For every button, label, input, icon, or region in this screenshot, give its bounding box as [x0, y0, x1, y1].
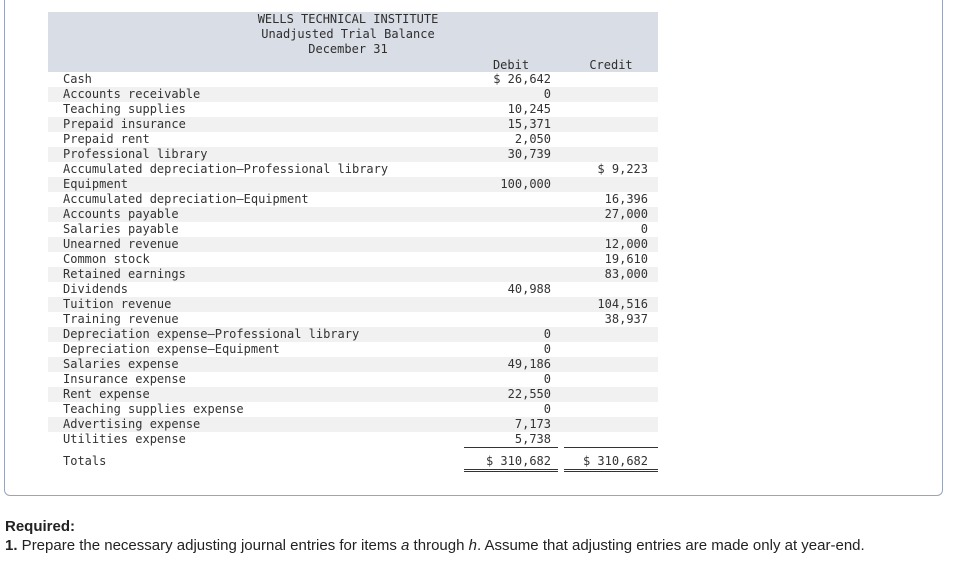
debit-double-rule-2 — [464, 471, 558, 472]
debit-double-rule-1 — [464, 469, 558, 470]
table-row — [48, 117, 658, 132]
debit-amount: 0 — [543, 342, 551, 356]
debit-amount: 5,738 — [514, 432, 551, 446]
table-row — [48, 252, 658, 267]
credit-amount: 16,396 — [604, 192, 648, 206]
account-name: Professional library — [63, 147, 208, 161]
account-name: Dividends — [63, 282, 129, 296]
account-name: Salaries payable — [63, 222, 179, 236]
table-row — [48, 402, 658, 417]
total-credit: $ 310,682 — [582, 454, 648, 468]
table-row — [48, 312, 658, 327]
table-row — [48, 162, 658, 177]
account-name: Teaching supplies — [63, 102, 186, 116]
totals-row — [48, 453, 658, 469]
account-name: Insurance expense — [63, 372, 186, 386]
total-debit: $ 310,682 — [485, 454, 551, 468]
account-name: Prepaid insurance — [63, 117, 186, 131]
company-name: WELLS TECHNICAL INSTITUTE — [257, 12, 439, 26]
required-label: Required: — [5, 518, 76, 535]
account-name: Accumulated depreciation—Equipment — [63, 192, 309, 206]
table-row — [48, 207, 658, 222]
credit-double-rule-1 — [564, 469, 658, 470]
instruction-part-2: through — [409, 537, 469, 554]
item-start: a — [401, 537, 410, 554]
debit-amount: 49,186 — [507, 357, 551, 371]
table-row — [48, 177, 658, 192]
debit-amount: 0 — [543, 327, 551, 341]
table-row — [48, 387, 658, 402]
account-name: Salaries expense — [63, 357, 179, 371]
account-name: Depreciation expense—Equipment — [63, 342, 280, 356]
instruction-part-1: Prepare the necessary adjusting journal entries for items — [17, 537, 402, 554]
debit-amount: 0 — [543, 402, 551, 416]
account-name: Teaching supplies expense — [63, 402, 244, 416]
account-name: Retained earnings — [63, 267, 186, 281]
credit-amount: 104,516 — [597, 297, 648, 311]
totals-label: Totals — [63, 454, 107, 468]
requirement-number: 1. — [5, 537, 18, 554]
credit-column-header: Credit — [589, 58, 633, 72]
account-name: Tuition revenue — [63, 297, 172, 311]
account-name: Equipment — [63, 177, 129, 191]
credit-amount: 83,000 — [604, 267, 648, 281]
credit-subtotal-rule — [564, 447, 658, 448]
required-instruction — [5, 537, 865, 554]
credit-amount: 0 — [640, 222, 648, 236]
credit-amount: 27,000 — [604, 207, 648, 221]
account-rows — [48, 72, 658, 447]
account-name: Common stock — [63, 252, 150, 266]
debit-amount: 10,245 — [507, 102, 551, 116]
item-end: h — [468, 537, 477, 554]
account-name: Cash — [63, 72, 92, 86]
statement-title: Unadjusted Trial Balance — [261, 27, 435, 41]
debit-amount: 30,739 — [507, 147, 551, 161]
credit-amount: $ 9,223 — [597, 162, 648, 176]
table-row — [48, 237, 658, 252]
table-row — [48, 372, 658, 387]
table-row — [48, 282, 658, 297]
account-name: Advertising expense — [63, 417, 201, 431]
table-row — [48, 357, 658, 372]
table-row — [48, 342, 658, 357]
table-row — [48, 297, 658, 312]
debit-amount: 100,000 — [500, 177, 551, 191]
table-row — [48, 222, 658, 237]
table-row — [48, 72, 658, 87]
account-name: Training revenue — [63, 312, 179, 326]
table-row — [48, 327, 658, 342]
debit-subtotal-rule — [464, 447, 558, 448]
debit-amount: 2,050 — [514, 132, 551, 146]
debit-amount: 22,550 — [507, 387, 551, 401]
debit-amount: 0 — [543, 87, 551, 101]
credit-amount: 19,610 — [604, 252, 648, 266]
instruction-part-3: . Assume that adjusting entries are made only at year-end. — [476, 537, 865, 554]
table-row — [48, 132, 658, 147]
table-row — [48, 147, 658, 162]
statement-date: December 31 — [308, 42, 388, 56]
account-name: Accounts payable — [63, 207, 179, 221]
debit-amount: 40,988 — [507, 282, 551, 296]
table-row — [48, 417, 658, 432]
table-row — [48, 192, 658, 207]
credit-amount: 38,937 — [604, 312, 648, 326]
account-name: Depreciation expense—Professional library — [63, 327, 360, 341]
debit-amount: $ 26,642 — [493, 72, 551, 86]
debit-column-header: Debit — [492, 58, 530, 72]
account-name: Unearned revenue — [63, 237, 179, 251]
account-name: Rent expense — [63, 387, 150, 401]
debit-amount: 7,173 — [514, 417, 551, 431]
credit-amount: 12,000 — [604, 237, 648, 251]
table-row — [48, 267, 658, 282]
credit-double-rule-2 — [564, 471, 658, 472]
table-row — [48, 87, 658, 102]
debit-amount: 0 — [543, 372, 551, 386]
account-name: Accounts receivable — [63, 87, 201, 101]
debit-amount: 15,371 — [507, 117, 551, 131]
account-name: Accumulated depreciation—Professional library — [63, 162, 389, 176]
account-name: Utilities expense — [63, 432, 186, 446]
account-name: Prepaid rent — [63, 132, 150, 146]
table-row — [48, 432, 658, 447]
table-row — [48, 102, 658, 117]
